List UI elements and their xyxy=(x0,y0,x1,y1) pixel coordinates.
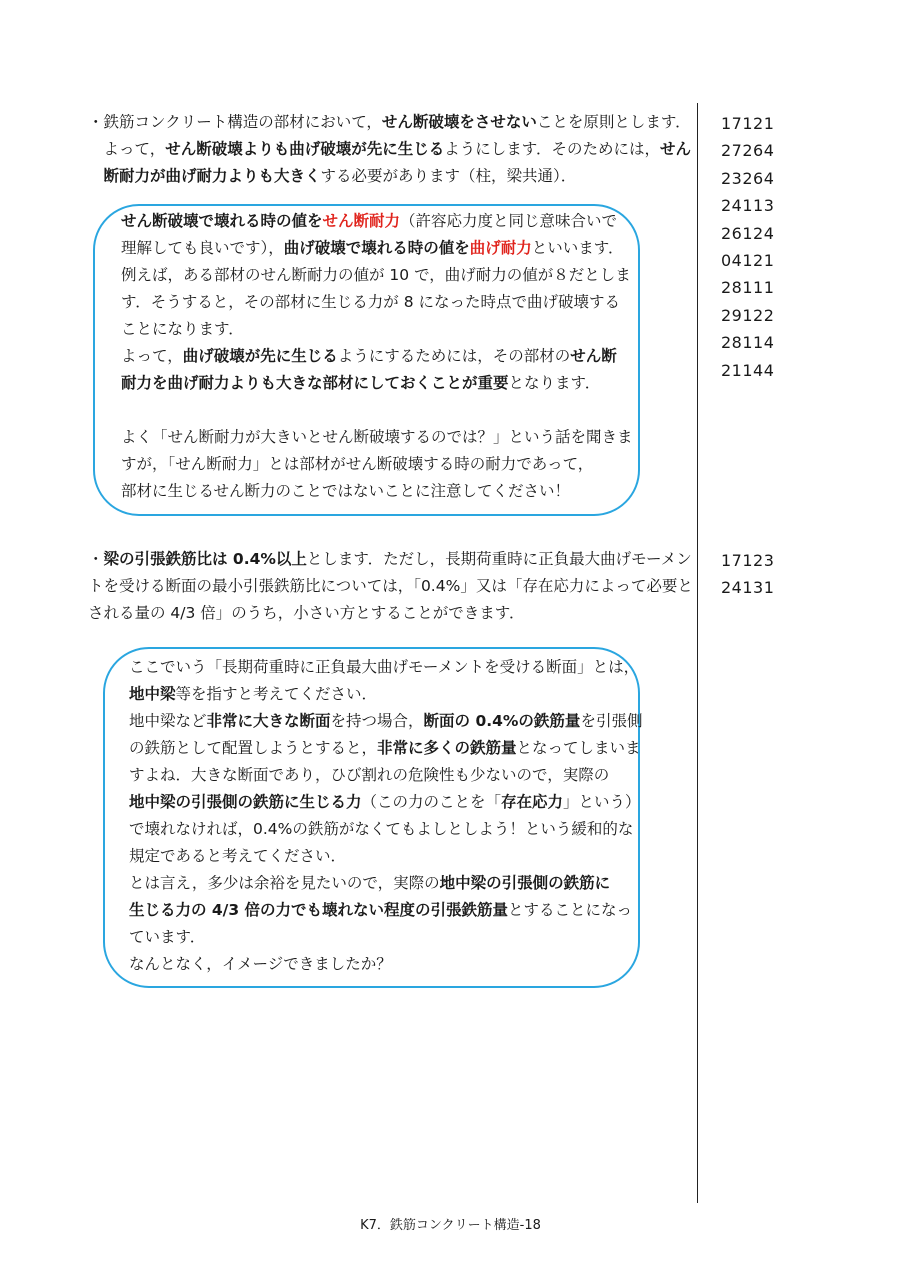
paragraph-line xyxy=(88,573,693,600)
emphasis-text: せん断破壊よりも曲げ破壊が先に生じる xyxy=(165,140,445,158)
body-text: ・ xyxy=(88,550,104,568)
body-text: で壊れなければ，0.4%の鉄筋がなくてもよしとしよう！という緩和的な xyxy=(129,820,634,838)
paragraph-line xyxy=(88,600,693,627)
note-line xyxy=(121,343,633,370)
body-text: ています． xyxy=(129,928,206,946)
note-line xyxy=(121,262,633,289)
question-code: 27264 xyxy=(721,141,775,161)
note-line xyxy=(129,924,642,951)
question-code: 24113 xyxy=(721,196,775,216)
emphasis-text: 地中梁の引張側の鉄筋に xyxy=(439,874,611,892)
question-code: 04121 xyxy=(721,251,775,271)
body-text: 理解しても良いです）， xyxy=(121,239,284,257)
emphasis-text: せん xyxy=(659,140,691,158)
note-line xyxy=(129,789,642,816)
body-text: 部材に生じるせん断力のことではないことに注意してください！ xyxy=(121,482,571,500)
body-text: ことになります． xyxy=(121,320,244,338)
margin-divider xyxy=(697,103,698,1203)
note-line xyxy=(129,681,642,708)
question-code: 24131 xyxy=(721,578,775,598)
body-text: の鉄筋として配置しようとすると， xyxy=(129,739,378,757)
note-line xyxy=(129,654,642,681)
body-text: といいます． xyxy=(531,239,624,257)
body-text: を持つ場合， xyxy=(330,712,424,730)
note-line xyxy=(129,816,642,843)
question-code: 17123 xyxy=(721,551,775,570)
paragraph-line xyxy=(88,136,691,163)
emphasis-text: せん断 xyxy=(570,347,617,365)
emphasis-text: 存在応力 xyxy=(501,793,564,811)
emphasis-text: せん断破壊で壊れる時の値を xyxy=(121,212,323,230)
paragraph-line xyxy=(88,163,691,190)
body-text: 」という） xyxy=(563,793,641,811)
body-text: となります． xyxy=(508,374,601,392)
note-line xyxy=(129,870,642,897)
body-text: ことを原則とします． xyxy=(536,113,691,131)
question-code: 21144 xyxy=(721,360,775,380)
body-text: なんとなく，イメージできましたか？ xyxy=(129,955,392,973)
note-line xyxy=(121,316,633,343)
section2-note-bubble xyxy=(103,647,643,988)
body-text: トを受ける断面の最小引張鉄筋比については，「0.4%」又は「存在応力によって必要と xyxy=(88,577,693,595)
body-text: すが，「せん断耐力」とは部材がせん断破壊する時の耐力であって， xyxy=(121,455,594,473)
body-text: ようにするためには，その部材の xyxy=(337,347,571,365)
question-code: 28114 xyxy=(721,333,775,353)
paragraph-line xyxy=(88,546,693,573)
highlight-term: 曲げ耐力 xyxy=(469,239,532,257)
body-text: よって， xyxy=(121,347,183,365)
note-line xyxy=(121,289,633,316)
question-code: 26124 xyxy=(721,223,775,243)
note-line xyxy=(121,397,633,424)
question-code: 28111 xyxy=(721,278,775,298)
body-text: すよね．大きな断面であり，ひび割れの危険性も少ないので，実際の xyxy=(129,766,610,784)
section2-note-text xyxy=(129,654,642,978)
emphasis-text: 耐力を曲げ耐力よりも大きな部材にしておくことが重要 xyxy=(121,374,509,392)
section2-codes xyxy=(721,547,774,602)
body-text: となってしまいま xyxy=(516,739,641,757)
note-line xyxy=(129,762,642,789)
body-text: ようにします．そのためには， xyxy=(444,140,660,158)
section1-note-bubble xyxy=(93,204,640,516)
body-text: ここでいう「長期荷重時に正負最大曲げモーメントを受ける断面」とは， xyxy=(129,658,640,676)
highlight-term: せん断耐力 xyxy=(322,212,401,230)
section2-text xyxy=(88,546,693,627)
body-text: 例えば，ある部材のせん断耐力の値が 10 で，曲げ耐力の値が８だとしま xyxy=(121,266,631,284)
body-text: を引張側 xyxy=(580,712,643,730)
note-line xyxy=(129,708,642,735)
body-text: 規定であると考えてください． xyxy=(129,847,347,865)
body-text: （許容応力度と同じ意味合いで xyxy=(400,212,618,230)
body-text: す．そうすると，その部材に生じる力が 8 になった時点で曲げ破壊する xyxy=(121,293,620,311)
body-text: される量の 4/3 倍」のうち，小さい方とすることができます． xyxy=(88,604,525,622)
emphasis-text: 地中梁 xyxy=(129,685,176,703)
paragraph-line xyxy=(88,109,691,136)
note-line xyxy=(121,451,633,478)
question-code: 17121 xyxy=(721,114,775,133)
emphasis-text: 梁の引張鉄筋比は 0.4%以上 xyxy=(103,550,307,568)
section1-text xyxy=(88,109,691,190)
body-text: とすることになっ xyxy=(508,901,633,919)
question-code: 23264 xyxy=(721,168,775,188)
note-line xyxy=(129,843,642,870)
note-line xyxy=(121,424,633,451)
note-line xyxy=(121,208,633,235)
body-text: （この力のことを「 xyxy=(361,793,502,811)
body-text: とは言え，多少は余裕を見たいので，実際の xyxy=(129,874,440,892)
emphasis-text: 曲げ破壊で壊れる時の値を xyxy=(283,239,470,257)
note-line xyxy=(121,478,633,505)
emphasis-text: 非常に多くの鉄筋量 xyxy=(377,739,517,757)
body-text: よって， xyxy=(88,140,166,158)
emphasis-text: せん断破壊をさせない xyxy=(381,113,537,131)
note-line xyxy=(129,735,642,762)
emphasis-text: 非常に大きな断面 xyxy=(206,712,331,730)
section1-codes xyxy=(721,110,774,384)
emphasis-text: 断耐力が曲げ耐力よりも大きく xyxy=(103,167,321,185)
body-text: よく「せん断耐力が大きいとせん断破壊するのでは？」という話を聞きま xyxy=(121,428,633,446)
note-line xyxy=(129,951,642,978)
note-line xyxy=(121,370,633,397)
body-text: とします．ただし，長期荷重時に正負最大曲げモーメン xyxy=(306,550,692,568)
emphasis-text: 生じる力の 4/3 倍の力でも壊れない程度の引張鉄筋量 xyxy=(129,901,509,919)
body-text: する必要があります（柱，梁共通）． xyxy=(320,167,577,185)
body-text: 地中梁など xyxy=(129,712,207,730)
note-line xyxy=(121,235,633,262)
note-line xyxy=(129,897,642,924)
emphasis-text: 曲げ破壊が先に生じる xyxy=(182,347,338,365)
emphasis-text: 断面の 0.4%の鉄筋量 xyxy=(423,712,581,730)
emphasis-text: 地中梁の引張側の鉄筋に生じる力 xyxy=(129,793,362,811)
section1-note-text xyxy=(121,208,633,505)
body-text xyxy=(88,167,104,185)
question-code: 29122 xyxy=(721,305,775,325)
body-text: ・鉄筋コンクリート構造の部材において， xyxy=(88,113,382,131)
body-text: 等を指すと考えてください． xyxy=(175,685,378,703)
page-footer: K7．鉄筋コンクリート構造-18 xyxy=(360,1218,541,1233)
